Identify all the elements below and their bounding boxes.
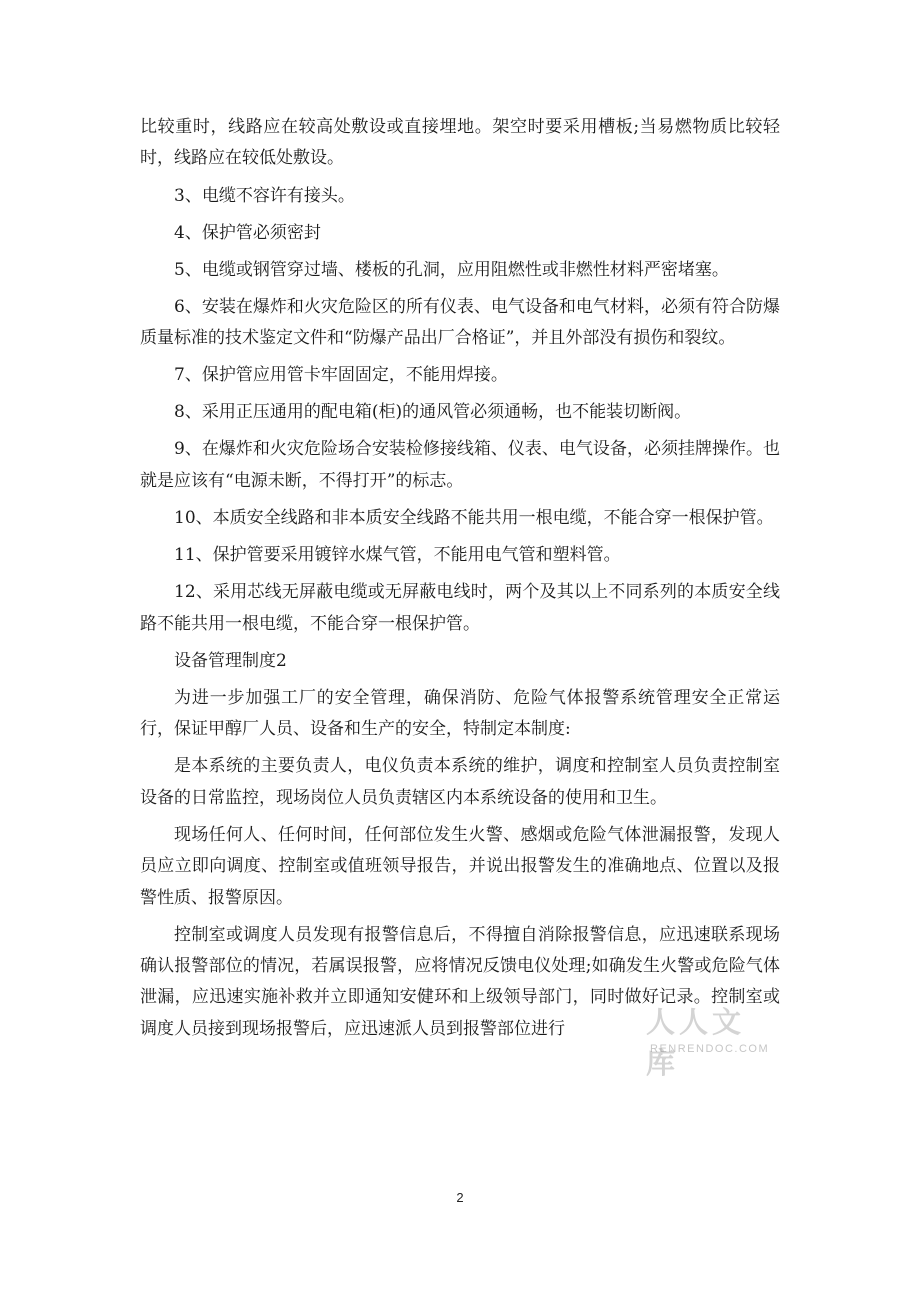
paragraph: 11、保护管要采用镀锌水煤气管，不能用电气管和塑料管。 [174,545,621,566]
paragraph: 5、电缆或钢管穿过墙、楼板的孔洞，应用阻燃性或非燃性材料严密堵塞。 [174,259,729,280]
paragraph: 是本系统的主要负责人，电仪负责本系统的维护，调度和控制室人员负责控制室设备的日常监控，现场岗位人员负责辖区内本系统设备的使用和卫生。 [140,756,780,808]
paragraph: 控制室或调度人员发现有报警信息后，不得擅自消除报警信息，应迅速联系现场确认报警部位的情况，若属误报警，应将情况反馈电仪处理;如确发生火警或危险气体泄漏，应迅速实施补救并立即通知安健环和上级领导部门，同时做好记录。控制室或调度人员接到现场报警后，应迅速派人员到报警部位进行 [140,924,780,1039]
document-body [140,112,780,1051]
page-number: 2 [456,1190,464,1205]
paragraph: 7、保护管应用管卡牢固固定，不能用焊接。 [174,365,508,386]
watermark-logo: 人人文库 [646,1005,746,1080]
paragraph: 6、安装在爆炸和火灾危险区的所有仪表、电气设备和电气材料，必须有符合防爆质量标准的技术鉴定文件和“防爆产品出厂合格证”，并且外部没有损伤和裂纹。 [140,296,780,349]
paragraph: 现场任何人、任何时间，任何部位发生火警、感烟或危险气体泄漏报警，发现人员应立即向调度、控制室或值班领导报告，并说出报警发生的准确地点、位置以及报警性质、报警原因。 [140,824,780,908]
paragraph: 4、保护管必须密封 [174,222,321,243]
paragraph: 为进一步加强工厂的安全管理，确保消防、危险气体报警系统管理安全正常运行，保证甲醇厂人员、设备和生产的安全，特制定本制度: [140,687,780,740]
paragraph: 10、本质安全线路和非本质安全线路不能共用一根电缆，不能合穿一根保护管。 [174,507,774,528]
paragraph: 比较重时，线路应在较高处敷设或直接埋地。架空时要采用槽板;当易燃物质比较轻时，线路应在较低处敷设。 [140,117,780,169]
paragraph: 9、在爆炸和火灾危险场合安装检修接线箱、仪表、电气设备，必须挂牌操作。也就是应该有“电源未断，不得打开”的标志。 [140,439,780,491]
paragraph: 8、采用正压通用的配电箱(柜)的通风管必须通畅，也不能装切断阀。 [174,402,692,423]
paragraph: 设备管理制度2 [174,650,287,671]
watermark-domain: RENRENDOC.COM [650,1043,770,1055]
paragraph: 3、电缆不容许有接头。 [174,185,355,206]
paragraph: 12、采用芯线无屏蔽电缆或无屏蔽电线时，两个及其以上不同系列的本质安全线路不能共用一根电缆，不能合穿一根保护管。 [140,582,780,634]
